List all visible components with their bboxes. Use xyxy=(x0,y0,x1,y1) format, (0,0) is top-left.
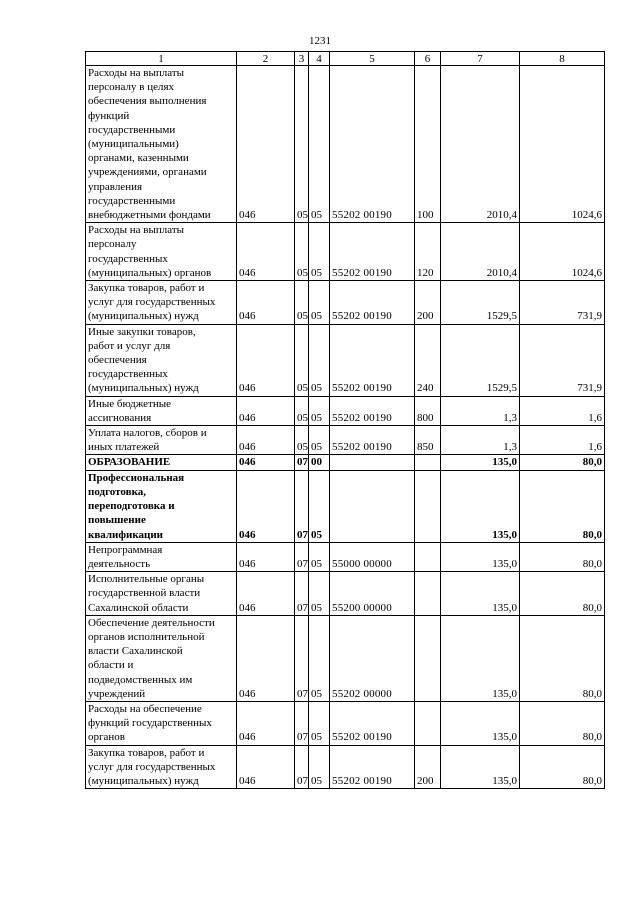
item-name-text: Иные бюджетные ассигнования xyxy=(88,397,172,424)
item-name xyxy=(86,615,237,701)
section-code: 05 xyxy=(295,324,309,396)
item-name-text: Иные закупки товаров, работ и услуг для обеспечения государственных (муниципальных) нужд xyxy=(88,325,199,395)
amount-col-7: 135,0 xyxy=(441,455,520,470)
target-article-code xyxy=(330,470,415,542)
ministry-code: 046 xyxy=(237,66,295,223)
target-article-code: 55202 00190 xyxy=(330,324,415,396)
ministry-code: 046 xyxy=(237,572,295,616)
ministry-code: 046 xyxy=(237,324,295,396)
table-row xyxy=(86,281,605,325)
expense-type-code: 800 xyxy=(415,396,441,425)
amount-col-7: 135,0 xyxy=(441,572,520,616)
item-name-text: Закупка товаров, работ и услуг для государственных (муниципальных) нужд xyxy=(88,746,216,787)
expense-type-code: 850 xyxy=(415,426,441,455)
section-code: 07 xyxy=(295,745,309,789)
ministry-code: 046 xyxy=(237,396,295,425)
item-name-text: Расходы на выплаты персоналу в целях обеспечения выполнения функций государственными (муниципальными) органами, казенными учреждениями, органами управления государственными внебюджетными фондами xyxy=(88,67,211,222)
amount-col-8: 1024,6 xyxy=(520,66,605,223)
subsection-code: 05 xyxy=(309,426,330,455)
expense-type-code: 120 xyxy=(415,223,441,281)
ministry-code: 046 xyxy=(237,223,295,281)
amount-col-8: 80,0 xyxy=(520,455,605,470)
header-col-8: 8 xyxy=(520,52,605,66)
header-col-6: 6 xyxy=(415,52,441,66)
item-name-text: Закупка товаров, работ и услуг для государственных (муниципальных) нужд xyxy=(88,282,216,323)
item-name xyxy=(86,223,237,281)
amount-col-7: 1,3 xyxy=(441,396,520,425)
target-article-code: 55202 00000 xyxy=(330,615,415,701)
item-name xyxy=(86,281,237,325)
ministry-code: 046 xyxy=(237,701,295,745)
item-name-text: ОБРАЗОВАНИЕ xyxy=(88,456,171,469)
section-code: 05 xyxy=(295,426,309,455)
target-article-code: 55202 00190 xyxy=(330,701,415,745)
ministry-code: 046 xyxy=(237,615,295,701)
target-article-code: 55202 00190 xyxy=(330,396,415,425)
item-name-text: Исполнительные органы государственной власти Сахалинской области xyxy=(88,573,205,614)
item-name-text: Профессиональная подготовка, переподготовка и повышение квалификации xyxy=(88,471,185,541)
section-code: 07 xyxy=(295,615,309,701)
subsection-code: 05 xyxy=(309,470,330,542)
item-name xyxy=(86,455,237,470)
table-row xyxy=(86,745,605,789)
amount-col-8: 80,0 xyxy=(520,542,605,571)
expense-type-code xyxy=(415,455,441,470)
section-code: 07 xyxy=(295,542,309,571)
section-code: 07 xyxy=(295,701,309,745)
table-row xyxy=(86,455,605,470)
subsection-code: 05 xyxy=(309,281,330,325)
expense-type-code xyxy=(415,470,441,542)
item-name xyxy=(86,745,237,789)
header-col-5: 5 xyxy=(330,52,415,66)
target-article-code: 55202 00190 xyxy=(330,66,415,223)
subsection-code: 05 xyxy=(309,572,330,616)
amount-col-7: 135,0 xyxy=(441,542,520,571)
ministry-code: 046 xyxy=(237,426,295,455)
amount-col-7: 1,3 xyxy=(441,426,520,455)
target-article-code: 55202 00190 xyxy=(330,223,415,281)
table-row xyxy=(86,396,605,425)
expense-type-code xyxy=(415,572,441,616)
subsection-code: 05 xyxy=(309,66,330,223)
item-name-text: Обеспечение деятельности органов исполнительной власти Сахалинской области и подведомственных им учреждений xyxy=(88,616,215,700)
table-row xyxy=(86,701,605,745)
header-col-4: 4 xyxy=(309,52,330,66)
amount-col-8: 1024,6 xyxy=(520,223,605,281)
amount-col-7: 135,0 xyxy=(441,745,520,789)
section-code: 07 xyxy=(295,470,309,542)
subsection-code: 05 xyxy=(309,615,330,701)
target-article-code: 55000 00000 xyxy=(330,542,415,571)
amount-col-8: 731,9 xyxy=(520,281,605,325)
table-row xyxy=(86,615,605,701)
amount-col-7: 2010,4 xyxy=(441,66,520,223)
item-name xyxy=(86,542,237,571)
item-name-text: Расходы на обеспечение функций государственных органов xyxy=(88,702,212,744)
table-row xyxy=(86,572,605,616)
table-row xyxy=(86,223,605,281)
header-col-7: 7 xyxy=(441,52,520,66)
budget-table xyxy=(85,51,605,789)
amount-col-8: 1,6 xyxy=(520,426,605,455)
ministry-code: 046 xyxy=(237,542,295,571)
table-row xyxy=(86,542,605,571)
ministry-code: 046 xyxy=(237,455,295,470)
amount-col-7: 135,0 xyxy=(441,470,520,542)
section-code: 05 xyxy=(295,396,309,425)
expense-type-code xyxy=(415,701,441,745)
section-code: 05 xyxy=(295,281,309,325)
section-code: 05 xyxy=(295,223,309,281)
expense-type-code xyxy=(415,615,441,701)
amount-col-7: 135,0 xyxy=(441,701,520,745)
item-name-text: Непрограммная деятельность xyxy=(88,543,163,570)
item-name xyxy=(86,426,237,455)
item-name-text: Уплата налогов, сборов и иных платежей xyxy=(88,427,207,454)
section-code: 07 xyxy=(295,455,309,470)
item-name xyxy=(86,66,237,223)
amount-col-8: 80,0 xyxy=(520,615,605,701)
item-name xyxy=(86,572,237,616)
table-row xyxy=(86,426,605,455)
target-article-code: 55202 00190 xyxy=(330,426,415,455)
amount-col-8: 80,0 xyxy=(520,701,605,745)
table-row xyxy=(86,66,605,223)
expense-type-code: 240 xyxy=(415,324,441,396)
ministry-code: 046 xyxy=(237,281,295,325)
amount-col-7: 1529,5 xyxy=(441,281,520,325)
amount-col-8: 80,0 xyxy=(520,470,605,542)
table-row xyxy=(86,324,605,396)
item-name xyxy=(86,701,237,745)
page-number: 1231 xyxy=(309,35,331,47)
section-code: 05 xyxy=(295,66,309,223)
section-code: 07 xyxy=(295,572,309,616)
amount-col-7: 1529,5 xyxy=(441,324,520,396)
header-row xyxy=(86,52,605,66)
subsection-code: 05 xyxy=(309,396,330,425)
header-col-3: 3 xyxy=(295,52,309,66)
amount-col-8: 731,9 xyxy=(520,324,605,396)
expense-type-code: 100 xyxy=(415,66,441,223)
target-article-code: 55202 00190 xyxy=(330,745,415,789)
table-row xyxy=(86,470,605,542)
header-col-2: 2 xyxy=(237,52,295,66)
item-name xyxy=(86,396,237,425)
subsection-code: 05 xyxy=(309,542,330,571)
amount-col-8: 1,6 xyxy=(520,396,605,425)
target-article-code: 55200 00000 xyxy=(330,572,415,616)
expense-type-code: 200 xyxy=(415,281,441,325)
target-article-code: 55202 00190 xyxy=(330,281,415,325)
subsection-code: 05 xyxy=(309,223,330,281)
table-body xyxy=(86,52,605,789)
target-article-code xyxy=(330,455,415,470)
amount-col-7: 2010,4 xyxy=(441,223,520,281)
ministry-code: 046 xyxy=(237,470,295,542)
ministry-code: 046 xyxy=(237,745,295,789)
amount-col-7: 135,0 xyxy=(441,615,520,701)
expense-type-code: 200 xyxy=(415,745,441,789)
item-name xyxy=(86,470,237,542)
expense-type-code xyxy=(415,542,441,571)
amount-col-8: 80,0 xyxy=(520,572,605,616)
subsection-code: 05 xyxy=(309,745,330,789)
item-name-text: Расходы на выплаты персоналу государственных (муниципальных) органов xyxy=(88,224,212,279)
item-name xyxy=(86,324,237,396)
subsection-code: 00 xyxy=(309,455,330,470)
subsection-code: 05 xyxy=(309,324,330,396)
subsection-code: 05 xyxy=(309,701,330,745)
amount-col-8: 80,0 xyxy=(520,745,605,789)
header-col-1: 1 xyxy=(86,52,237,66)
